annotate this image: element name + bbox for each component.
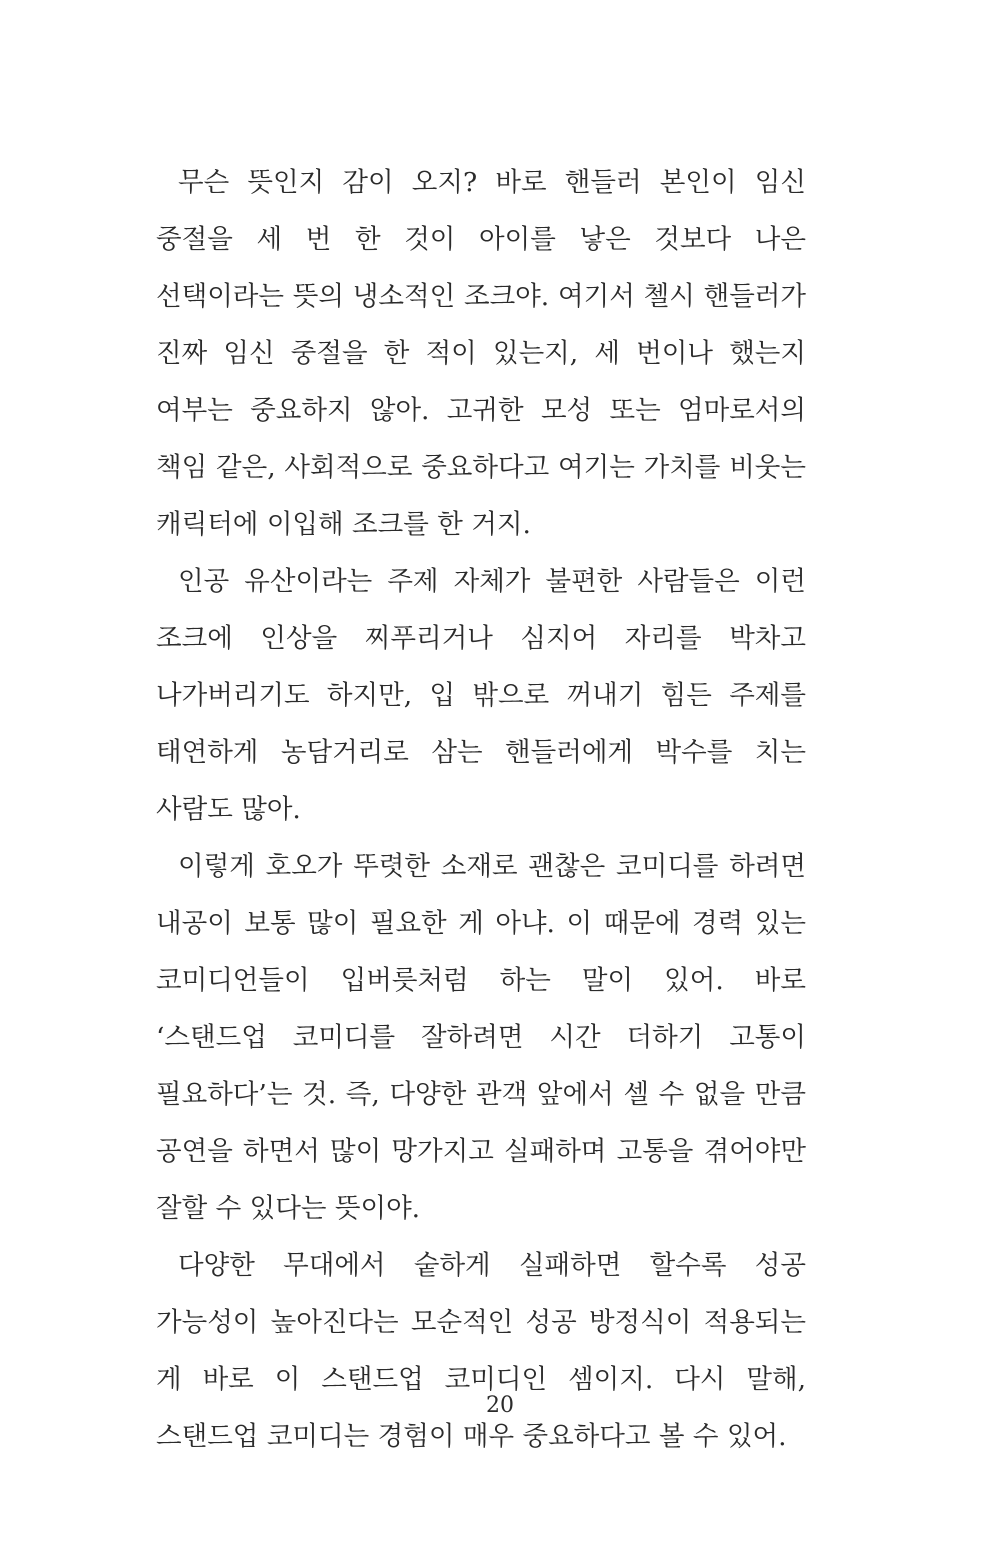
page-number: 20 [486,1393,514,1418]
body-text [156,154,806,1465]
paragraph-2: 인공 유산이라는 주제 자체가 불편한 사람들은 이런 조크에 인상을 찌푸리거나 심지어 자리를 박차고 나가버리기도 하지만, 입 밖으로 꺼내기 힘든 주제를 태연하게 농담거리로 삼는 핸들러에게 박수를 치는 사람도 많아. [156,566,806,825]
paragraph-4: 다양한 무대에서 숱하게 실패하면 할수록 성공 가능성이 높아진다는 모순적인 성공 방정식이 적용되는 게 바로 이 스탠드업 코미디인 셈이지. 다시 말해, 스탠드업 코미디는 경험이 매우 중요하다고 볼 수 있어. [156,1250,806,1452]
paragraph-3: 이렇게 호오가 뚜렷한 소재로 괜찮은 코미디를 하려면 내공이 보통 많이 필요한 게 아냐. 이 때문에 경력 있는 코미디언들이 입버릇처럼 하는 말이 있어. 바로 ‘스탠드업 코미디를 잘하려면 시간 더하기 고통이 필요하다’는 것. 즉, 다양한 관객 앞에서 셀 수 없을 만큼 공연을 하면서 많이 망가지고 실패하며 고통을 겪어야만 잘할 수 있다는 뜻이야. [156,851,806,1224]
paragraph-1: 무슨 뜻인지 감이 오지? 바로 핸들러 본인이 임신 중절을 세 번 한 것이 아이를 낳은 것보다 나은 선택이라는 뜻의 냉소적인 조크야. 여기서 첼시 핸들러가 진짜 임신 중절을 한 적이 있는지, 세 번이나 했는지 여부는 중요하지 않아. 고귀한 모성 또는 엄마로서의 책임 같은, 사회적으로 중요하다고 여기는 가치를 비웃는 캐릭터에 이입해 조크를 한 거지. [156,167,806,540]
